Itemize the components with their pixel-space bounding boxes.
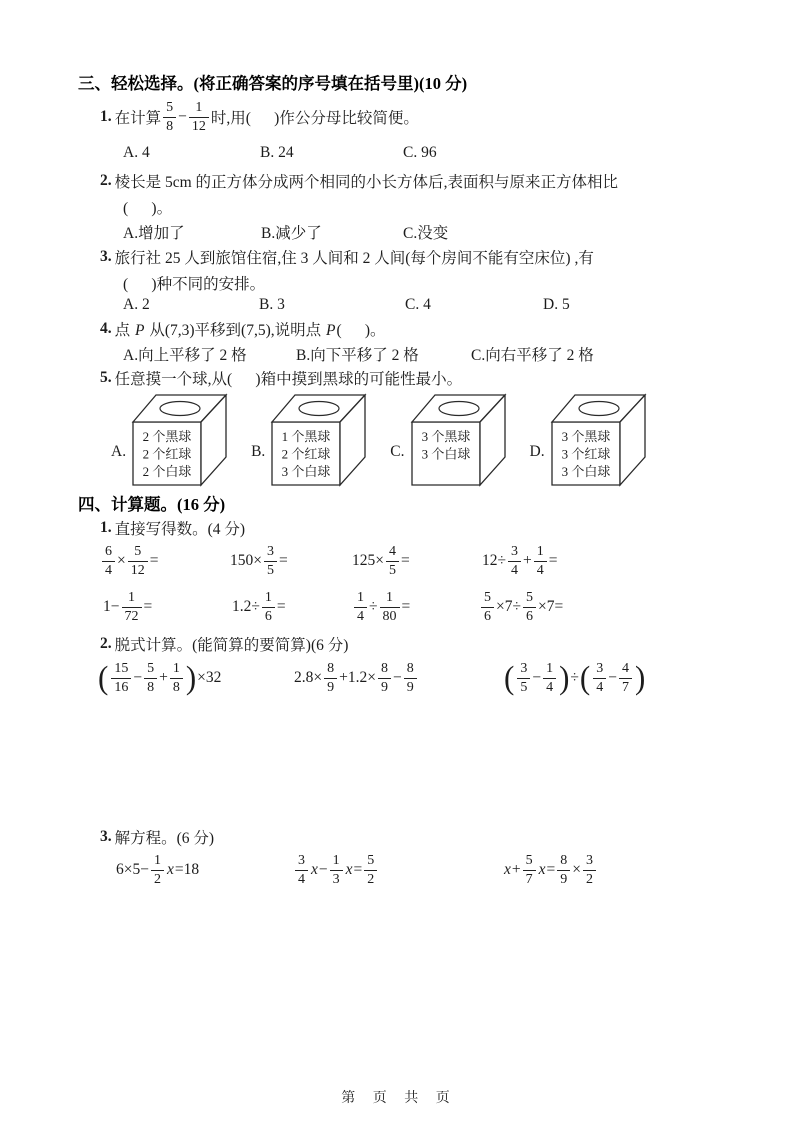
- q1-option-a: A. 4: [123, 144, 150, 161]
- equation-1: 6×5− $\frac{1}{2}$ x=18: [116, 853, 200, 887]
- fraction: $\frac{1}{8}$: [170, 661, 183, 695]
- sub3-title: [100, 826, 214, 848]
- calc-row-1: [100, 539, 760, 583]
- svg-text:3 个黑球: 3 个黑球: [421, 429, 470, 444]
- box-hole: [439, 402, 479, 416]
- fraction: $\frac{1}{80}$: [380, 590, 400, 624]
- sub1-title: [100, 517, 245, 539]
- q2-text-line2: ( )。: [123, 200, 173, 217]
- fraction: $\frac{1}{4}$: [534, 544, 547, 578]
- fraction: $\frac{5}{12}$: [128, 544, 148, 578]
- q5-number: 5.: [100, 369, 112, 386]
- big-paren: ): [185, 659, 197, 696]
- fraction: $\frac{1}{12}$: [189, 100, 209, 134]
- calc-1-2: 150× $\frac{3}{5}$ =: [230, 544, 288, 578]
- svg-text:3 个白球: 3 个白球: [561, 464, 610, 479]
- fraction: $\frac{6}{4}$: [102, 544, 115, 578]
- box-hole: [579, 402, 619, 416]
- fraction: $\frac{5}{8}$: [163, 100, 176, 134]
- ball-box: [111, 389, 234, 487]
- fraction: $\frac{3}{4}$: [593, 661, 606, 695]
- calc-2-1: 1− $\frac{1}{72}$ =: [103, 590, 153, 624]
- q2-stem: [100, 170, 618, 192]
- box-hole: [160, 402, 200, 416]
- q1-options: [123, 144, 683, 166]
- tuoshi-2: 2.8× $\frac{8}{9}$ +1.2× $\frac{8}{9}$ − $\frac{8}{9}$: [294, 653, 419, 703]
- big-paren: (: [504, 659, 515, 696]
- fraction: $\frac{5}{8}$: [144, 661, 157, 695]
- q4-option-a: A.向上平移了 2 格: [123, 347, 247, 364]
- q3-stem: [100, 246, 594, 268]
- q3-option-d: D. 5: [543, 296, 570, 313]
- svg-text:3 个白球: 3 个白球: [421, 446, 470, 462]
- q4-options: [123, 343, 763, 365]
- fraction: $\frac{8}{9}$: [557, 853, 570, 887]
- q4-number: 4.: [100, 320, 112, 337]
- section-3-title: 三、轻松选择。(将正确答案的序号填在括号里)(10 分): [78, 74, 468, 93]
- fraction: $\frac{3}{5}$: [264, 544, 277, 578]
- ball-boxes: [111, 389, 653, 487]
- q1-number: 1.: [100, 108, 112, 125]
- fraction: $\frac{1}{4}$: [543, 661, 556, 695]
- equation-2: $\frac{3}{4}$ x− $\frac{1}{3}$ x= $\frac{5}{2}$: [293, 847, 379, 893]
- big-paren: (: [98, 659, 109, 696]
- q5-stem: [100, 367, 462, 389]
- q4-option-c: C.向右平移了 2 格: [471, 347, 594, 364]
- sub2-title: [100, 633, 348, 655]
- fraction: $\frac{3}{5}$: [517, 661, 530, 695]
- q3-option-a: A. 2: [123, 296, 150, 313]
- q2-option-a: A.增加了: [123, 225, 185, 242]
- fraction: $\frac{8}{9}$: [378, 661, 391, 695]
- q3-option-c: C. 4: [405, 296, 431, 313]
- box-cube-drawing: [407, 389, 513, 487]
- calc-row-2: [103, 585, 763, 629]
- svg-text:2 个红球: 2 个红球: [142, 446, 192, 462]
- q3-number: 3.: [100, 248, 112, 265]
- calc-1-1: $\frac{6}{4}$ × $\frac{5}{12}$ =: [100, 539, 159, 583]
- equation-3: x+ $\frac{5}{7}$ x= $\frac{8}{9}$ × $\frac{3}{2}$: [503, 847, 598, 893]
- fraction: $\frac{5}{6}$: [481, 590, 494, 624]
- q2-number: 2.: [100, 172, 112, 189]
- fraction: $\frac{8}{9}$: [404, 661, 417, 695]
- svg-text:2 个黑球: 2 个黑球: [142, 429, 192, 444]
- fraction: $\frac{1}{6}$: [262, 590, 275, 624]
- fraction: $\frac{15}{16}$: [111, 661, 131, 695]
- q4-option-b: B.向下平移了 2 格: [296, 347, 419, 364]
- svg-text:3 个红球: 3 个红球: [561, 446, 610, 462]
- fraction: $\frac{4}{7}$: [619, 661, 632, 695]
- svg-text:2 个红球: 2 个红球: [281, 446, 331, 462]
- sub1-number: 1.: [100, 519, 112, 536]
- q1-option-c: C. 96: [403, 144, 437, 161]
- box-cube-drawing: [128, 389, 234, 487]
- tuoshi-row: [97, 653, 777, 703]
- equations-row: [116, 847, 776, 893]
- q3-options: [123, 296, 723, 318]
- box-option-label: B.: [251, 443, 266, 460]
- box-option-label: C.: [390, 443, 405, 460]
- box-cube-drawing: [547, 389, 653, 487]
- page-footer: 第 页 共 页: [341, 1091, 452, 1106]
- q2-option-c: C.没变: [403, 225, 449, 242]
- calc-2-3: $\frac{1}{4}$ ÷ $\frac{1}{80}$ =: [352, 585, 410, 629]
- ball-box: [251, 389, 373, 487]
- fraction: $\frac{3}{2}$: [583, 853, 596, 887]
- calc-1-3: 125× $\frac{4}{5}$ =: [352, 544, 410, 578]
- box-hole: [299, 402, 339, 416]
- svg-text:1 个黑球: 1 个黑球: [281, 429, 331, 444]
- tuoshi-3: ( $\frac{3}{5}$ − $\frac{1}{4}$ ) ÷ ( $\frac{3}{4}$ − $\frac{4}{7}$ ): [504, 659, 646, 696]
- q2-option-b: B.减少了: [261, 225, 322, 242]
- calc-2-4: $\frac{5}{6}$ ×7÷ $\frac{5}{6}$ ×7=: [479, 585, 563, 629]
- q2-options: [123, 221, 683, 243]
- sub1-text: 直接写得数。(4 分): [114, 521, 246, 538]
- fraction: $\frac{1}{4}$: [354, 590, 367, 624]
- fraction: $\frac{8}{9}$: [324, 661, 337, 695]
- q2-text-line1: 棱长是 5cm 的正方体分成两个相同的小长方体后,表面积与原来正方体相比: [114, 174, 618, 191]
- big-paren: ): [559, 659, 570, 696]
- fraction: $\frac{1}{3}$: [330, 853, 343, 887]
- q4-stem: [100, 318, 386, 340]
- fraction: $\frac{4}{5}$: [386, 544, 399, 578]
- svg-text:3 个黑球: 3 个黑球: [561, 429, 610, 444]
- fraction: $\frac{5}{7}$: [523, 853, 536, 887]
- sub3-text: 解方程。(6 分): [114, 830, 215, 847]
- section-4-title: 四、计算题。(16 分): [78, 495, 226, 514]
- fraction: $\frac{1}{72}$: [122, 590, 142, 624]
- calc-1-4: 12÷ $\frac{3}{4}$ + $\frac{1}{4}$ =: [482, 544, 558, 578]
- q4-text: 点 P 从(7,3)平移到(7,5),说明点 P( )。: [114, 322, 386, 339]
- box-option-label: D.: [529, 443, 545, 460]
- sub2-text: 脱式计算。(能简算的要简算)(6 分): [114, 637, 349, 654]
- q3-option-b: B. 3: [259, 296, 285, 313]
- svg-text:3 个白球: 3 个白球: [281, 464, 331, 479]
- box-option-label: A.: [111, 443, 127, 460]
- q3-text-line2: ( )种不同的安排。: [123, 276, 266, 293]
- fraction: $\frac{5}{2}$: [364, 853, 377, 887]
- sub2-number: 2.: [100, 635, 112, 652]
- tuoshi-1: ( $\frac{15}{16}$ − $\frac{5}{8}$ + $\frac{1}{8}$ ) ×32: [98, 659, 222, 696]
- box-cube-drawing: [267, 389, 373, 487]
- fraction: $\frac{3}{4}$: [508, 544, 521, 578]
- sub3-number: 3.: [100, 828, 112, 845]
- calc-2-2: 1.2÷ $\frac{1}{6}$ =: [232, 590, 286, 624]
- fraction: $\frac{3}{4}$: [295, 853, 308, 887]
- big-paren: (: [579, 659, 591, 696]
- q1-stem: [100, 97, 419, 137]
- q3-text-line1: 旅行社 25 人到旅馆住宿,住 3 人间和 2 人间(每个房间不能有空床位) ,有: [114, 250, 594, 267]
- ball-box: [390, 389, 512, 487]
- q1-option-b: B. 24: [260, 144, 294, 161]
- q5-text-line1: 任意摸一个球,从( )箱中摸到黑球的可能性最小。: [114, 371, 463, 388]
- fraction: $\frac{1}{2}$: [151, 853, 164, 887]
- fraction: $\frac{5}{6}$: [523, 590, 536, 624]
- ball-box: [530, 389, 653, 487]
- svg-text:2 个白球: 2 个白球: [142, 464, 192, 479]
- big-paren: ): [635, 659, 646, 696]
- q1-text: 在计算 $\frac{5}{8}$ − $\frac{1}{12}$ 时,用( )作公分母比较简便。: [114, 100, 419, 134]
